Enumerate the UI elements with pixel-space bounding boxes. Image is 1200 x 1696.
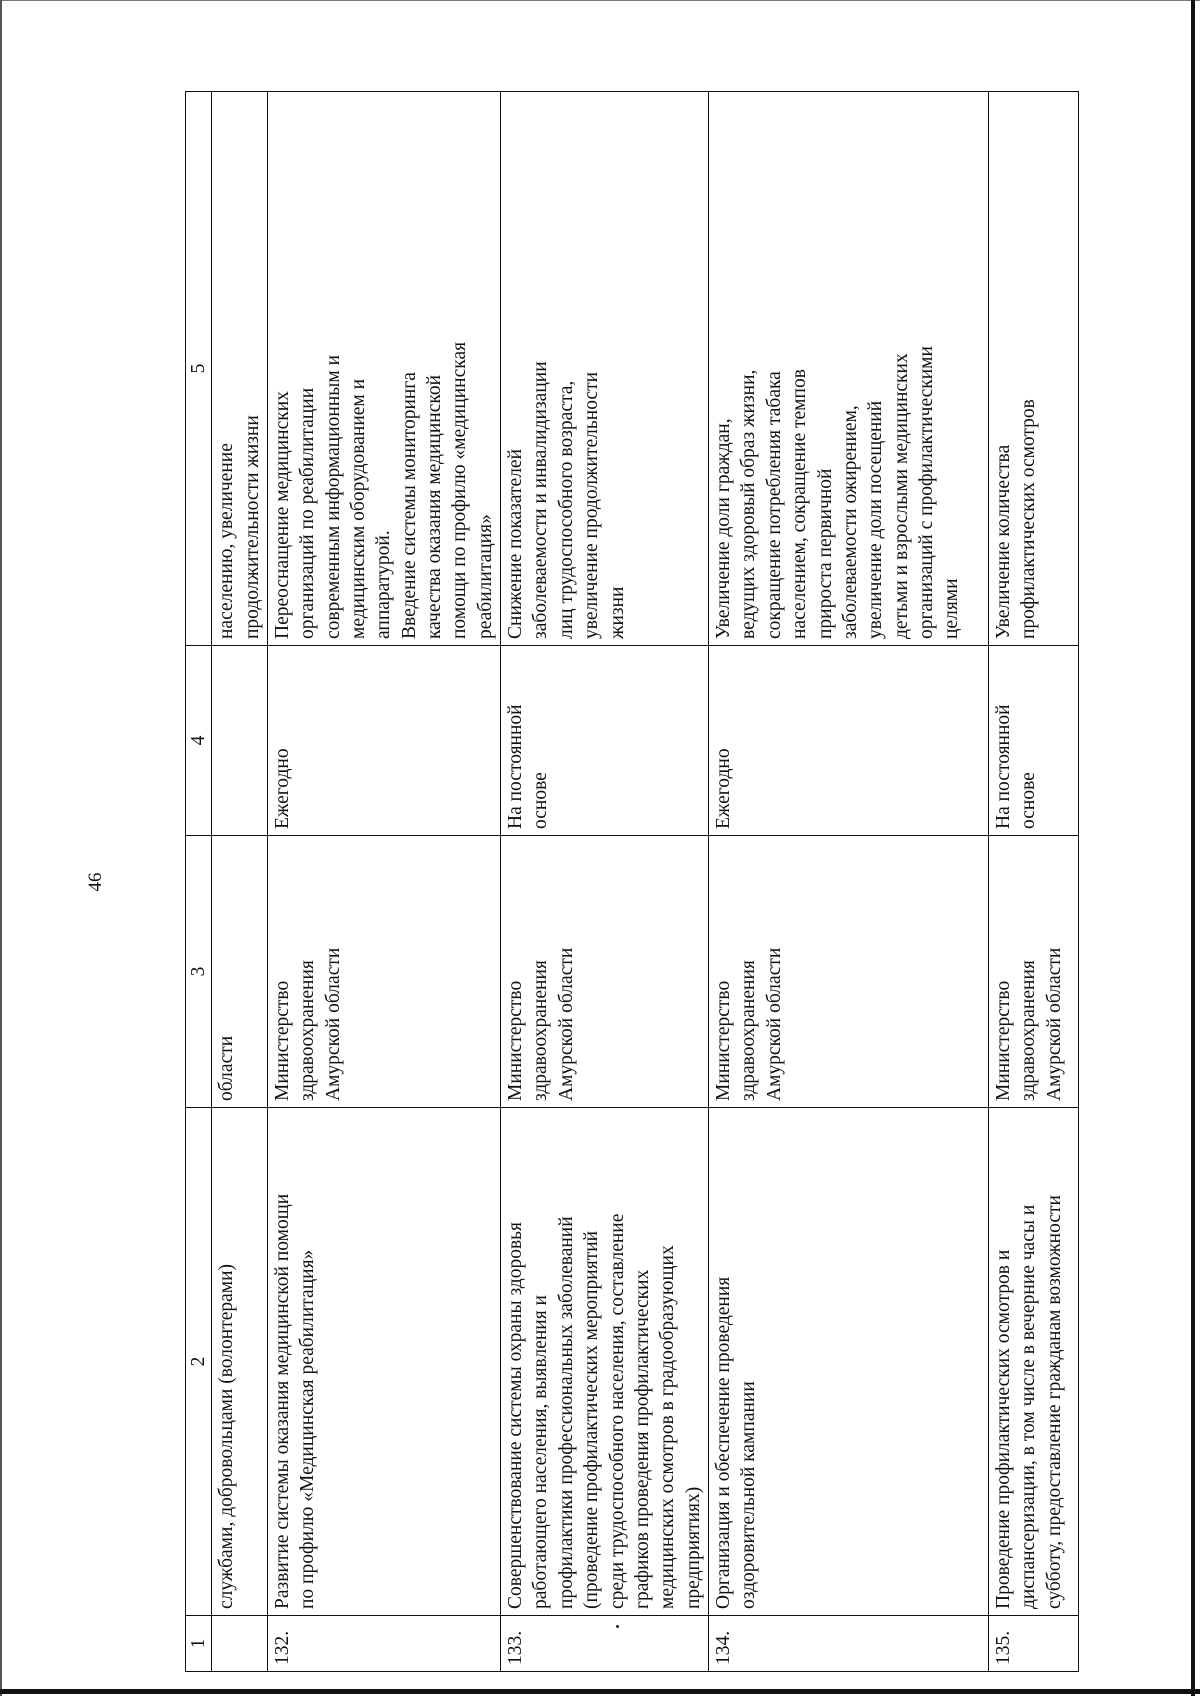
row-number: 134. xyxy=(709,1616,989,1672)
result-cell: Увеличение количества профилактических осмотров xyxy=(989,92,1079,646)
executor-cell: Министерство здравоохранения Амурской области xyxy=(501,836,709,1108)
scan-border-right xyxy=(1191,0,1195,1696)
deadline-cell xyxy=(212,646,268,836)
table-row xyxy=(501,92,709,1672)
header-col-2: 2 xyxy=(186,1108,212,1616)
result-cell: Увеличение доли граждан, ведущих здоровый образ жизни, сокращение потребления табака населением, сокращение темпов прироста первичной заболеваемости ожирением, увеличение доли посещений детьми и взрослыми медицинских организаций с профилактическими целями xyxy=(709,92,989,646)
event-cell: службами, добровольцами (волонтерами) xyxy=(212,1108,268,1616)
row-number: 133. xyxy=(501,1616,709,1672)
scan-border-left xyxy=(0,0,2,1696)
scan-border-bottom xyxy=(0,1689,1200,1694)
header-col-1: 1 xyxy=(186,1616,212,1672)
result-cell: Переоснащение медицинских организаций по реабилитации современным информационным и медицинским оборудованием и аппаратурой. Введение системы мониторинга качества оказания медицинской помощи по профилю «медицинская реабилитация» xyxy=(268,92,501,646)
deadline-cell: Ежегодно xyxy=(709,646,989,836)
executor-cell: Министерство здравоохранения Амурской области xyxy=(709,836,989,1108)
event-cell: Совершенствование системы охраны здоровья работающего населения, выявления и профилактики профессиональных заболеваний (проведение профилактических мероприятий среди трудоспособного населения, составление графиков проведения профилактических медицинских осмотров в градообразующих предприятиях) xyxy=(501,1108,709,1616)
result-cell: населению, увеличение продолжительности жизни xyxy=(212,92,268,646)
rotated-page xyxy=(85,92,1065,1672)
table-row xyxy=(709,92,989,1672)
table-row xyxy=(989,92,1079,1672)
event-cell: Развитие системы оказания медицинской помощи по профилю «Медицинская реабилитация» xyxy=(268,1108,501,1616)
deadline-cell: На постоянной основе xyxy=(501,646,709,836)
result-cell: Снижение показателей заболеваемости и инвалидизации лиц трудоспособного возраста, увеличение продолжительности жизни xyxy=(501,92,709,646)
deadline-cell: На постоянной основе xyxy=(989,646,1079,836)
deadline-cell: Ежегодно xyxy=(268,646,501,836)
event-cell: Организация и обеспечение проведения оздоровительной кампании xyxy=(709,1108,989,1616)
table-row xyxy=(268,92,501,1672)
action-plan-table xyxy=(185,91,1079,1672)
header-col-5: 5 xyxy=(186,92,212,646)
header-row xyxy=(186,92,212,1672)
row-number: 135. xyxy=(989,1616,1079,1672)
executor-cell: Министерство здравоохранения Амурской области xyxy=(989,836,1079,1108)
row-number xyxy=(212,1616,268,1672)
header-col-4: 4 xyxy=(186,646,212,836)
scan-border-top xyxy=(0,0,1200,1)
header-col-3: 3 xyxy=(186,836,212,1108)
event-cell: Проведение профилактических осмотров и диспансеризации, в том числе в вечерние часы и субботу, предоставление гражданам возможности xyxy=(989,1108,1079,1616)
executor-cell: Министерство здравоохранения Амурской области xyxy=(268,836,501,1108)
executor-cell: области xyxy=(212,836,268,1108)
table-row xyxy=(212,92,268,1672)
row-number: 132. xyxy=(268,1616,501,1672)
page-number: 46 xyxy=(85,872,106,892)
